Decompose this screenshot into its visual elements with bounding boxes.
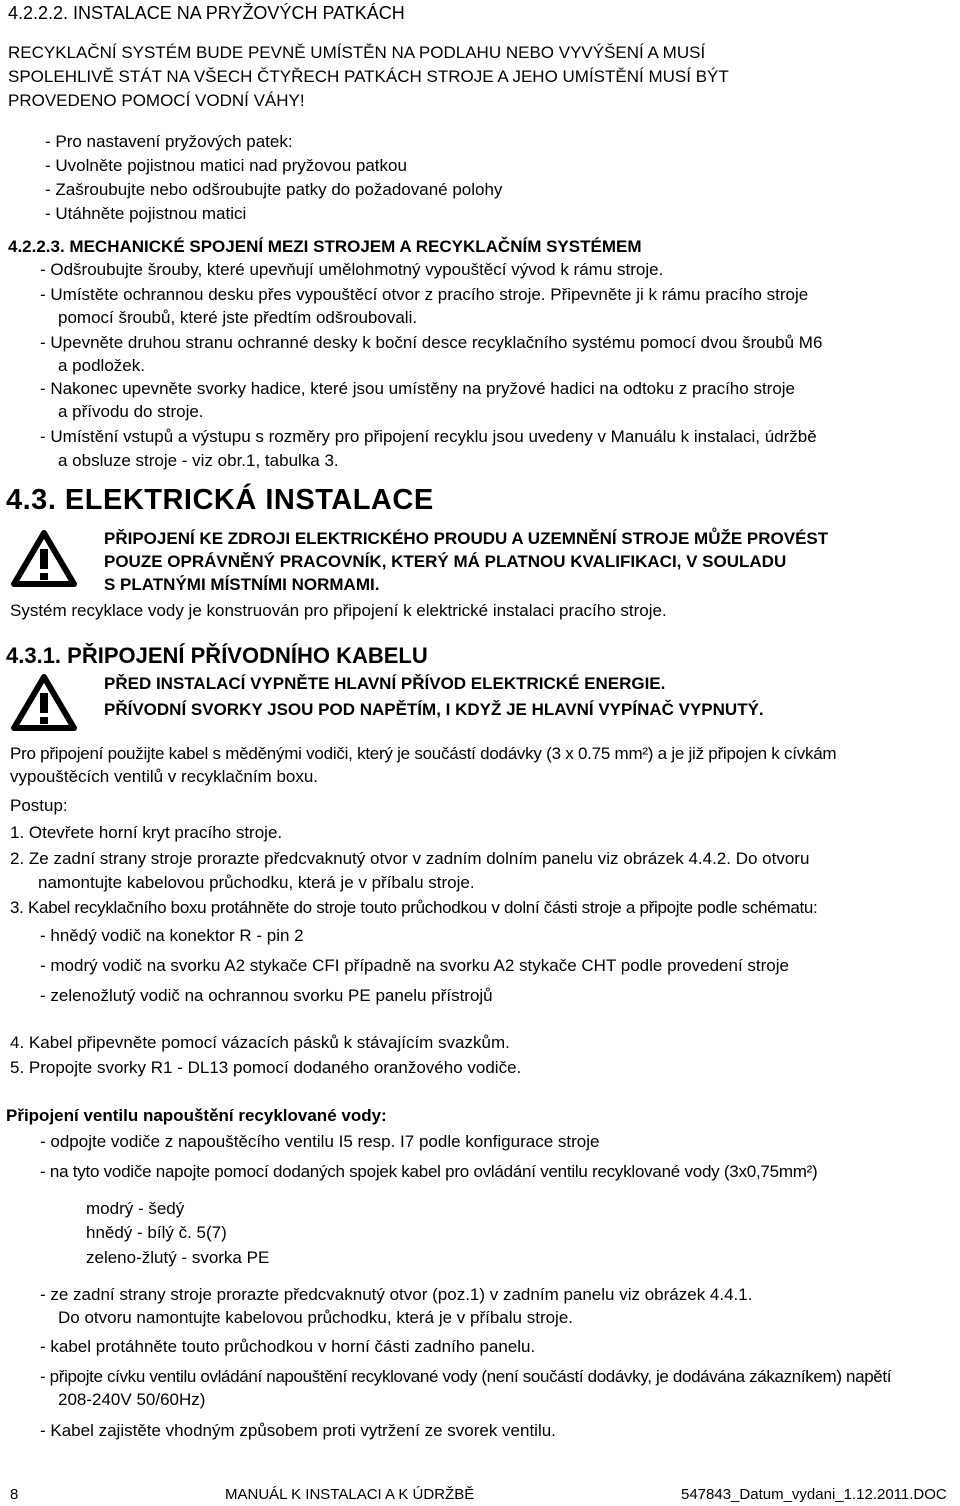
warning-triangle-icon: [10, 529, 78, 587]
list-item: - připojte cívku ventilu ovládání napouštění recyklované vody (není součástí dodávky, je dodávána zákazníkem) napětí: [40, 1367, 892, 1386]
section-heading-4-3: 4.3. ELEKTRICKÁ INSTALACE: [6, 484, 434, 516]
wire-item: - hnědý vodič na konektor R - pin 2: [40, 926, 304, 945]
list-item: - Upevněte druhou stranu ochranné desky k boční desce recyklačního systému pomocí dvou šroubů M6: [40, 333, 823, 352]
list-item-continuation: pomocí šroubů, které jste předtím odšroubovali.: [58, 308, 418, 327]
warning-triangle-icon: [10, 673, 78, 731]
list-item: - Zašroubujte nebo odšroubujte patky do požadované polohy: [45, 180, 503, 199]
footer-title: MANUÁL K INSTALACI A K ÚDRŽBĚ: [225, 1486, 475, 1503]
warning-line: RECYKLAČNÍ SYSTÉM BUDE PEVNĚ UMÍSTĚN NA PODLAHU NEBO VYVÝŠENÍ A MUSÍ: [8, 43, 706, 62]
step-item: 2. Ze zadní strany stroje prorazte předcvaknutý otvor v zadním dolním panelu viz obrázek 4.4.2. Do otvoru: [10, 849, 810, 868]
warning-line: PŘED INSTALACÍ VYPNĚTE HLAVNÍ PŘÍVOD ELEKTRICKÉ ENERGIE.: [104, 674, 666, 693]
list-item: - Utáhněte pojistnou matici: [45, 204, 247, 223]
list-item-continuation: a podložek.: [58, 356, 145, 375]
warning-line: S PLATNÝMI MÍSTNÍMI NORMAMI.: [104, 575, 380, 594]
footer-doc-name: 547843_Datum_vydani_1.12.2011.DOC: [681, 1486, 947, 1503]
warning-line: SPOLEHLIVĚ STÁT NA VŠECH ČTYŘECH PATKÁCH STROJE A JEHO UMÍSTĚNÍ MUSÍ BÝT: [8, 67, 729, 86]
step-item: 4. Kabel připevněte pomocí vázacích pásků k stávajícím svazkům.: [10, 1033, 510, 1052]
warning-line: PROVEDENO POMOCÍ VODNÍ VÁHY!: [8, 91, 305, 110]
list-item: - Odšroubujte šrouby, které upevňují umělohmotný vypouštěcí vývod k rámu stroje.: [40, 260, 664, 279]
wire-item: - modrý vodič na svorku A2 stykače CFI případně na svorku A2 stykače CHT podle provedení stroje: [40, 956, 789, 975]
wire-item: - zelenožlutý vodič na ochrannou svorku PE panelu přístrojů: [40, 986, 493, 1005]
list-item: - odpojte vodiče z napouštěcího ventilu I5 resp. I7 podle konfigurace stroje: [40, 1132, 600, 1151]
paragraph: Systém recyklace vody je konstruován pro připojení k elektrické instalaci pracího stroje.: [10, 601, 667, 620]
list-item: - na tyto vodiče napojte pomocí dodaných spojek kabel pro ovládání ventilu recyklované vody (3x0,75mm²): [40, 1162, 818, 1181]
list-item: - Uvolněte pojistnou matici nad pryžovou patkou: [45, 156, 407, 175]
step-item: 1. Otevřete horní kryt pracího stroje.: [10, 823, 283, 842]
color-pair: zeleno-žlutý - svorka PE: [86, 1248, 270, 1267]
step-item-continuation: namontujte kabelovou průchodku, která je v příbalu stroje.: [38, 873, 475, 892]
list-item-continuation: 208-240V 50/60Hz): [58, 1390, 206, 1409]
section-heading-4-2-2-2: 4.2.2.2. INSTALACE NA PRYŽOVÝCH PATKÁCH: [8, 3, 405, 23]
paragraph: vypouštěcích ventilů v recyklačním boxu.: [10, 767, 319, 786]
color-pair: modrý - šedý: [86, 1199, 185, 1218]
paragraph: Pro připojení použijte kabel s měděnými vodiči, který je součástí dodávky (3 x 0.75 mm²) a je již připojen k cívkám: [10, 744, 837, 763]
step-item: 5. Propojte svorky R1 - DL13 pomocí dodaného oranžového vodiče.: [10, 1058, 522, 1077]
list-item: - Kabel zajistěte vhodným způsobem proti vytržení ze svorek ventilu.: [40, 1421, 556, 1440]
color-pair: hnědý - bílý č. 5(7): [86, 1223, 227, 1242]
valve-heading: Připojení ventilu napouštění recyklované vody:: [6, 1106, 387, 1125]
warning-line: POUZE OPRÁVNĚNÝ PRACOVNÍK, KTERÝ MÁ PLATNOU KVALIFIKACI, V SOULADU: [104, 552, 787, 571]
list-item: - Nakonec upevněte svorky hadice, které jsou umístěny na pryžové hadici na odtoku z pracího stroje: [40, 379, 796, 398]
list-item: - Umístění vstupů a výstupu s rozměry pro připojení recyklu jsou uvedeny v Manuálu k instalaci, údržbě: [40, 427, 817, 446]
list-item-continuation: a přívodu do stroje.: [58, 402, 204, 421]
warning-line: PŘIPOJENÍ KE ZDROJI ELEKTRICKÉHO PROUDU A UZEMNĚNÍ STROJE MŮŽE PROVÉST: [104, 529, 829, 548]
list-item-continuation: a obsluze stroje - viz obr.1, tabulka 3.: [58, 451, 339, 470]
list-item: - kabel protáhněte touto průchodkou v horní části zadního panelu.: [40, 1337, 536, 1356]
section-heading-4-3-1: 4.3.1. PŘIPOJENÍ PŘÍVODNÍHO KABELU: [6, 643, 428, 668]
section-heading-4-2-2-3: 4.2.2.3. MECHANICKÉ SPOJENÍ MEZI STROJEM A RECYKLAČNÍM SYSTÉMEM: [8, 237, 642, 256]
list-item: - ze zadní strany stroje prorazte předcvaknutý otvor (poz.1) v zadním panelu viz obrázek 4.4.1.: [40, 1285, 753, 1304]
warning-line: PŘÍVODNÍ SVORKY JSOU POD NAPĚTÍM, I KDYŽ JE HLAVNÍ VYPÍNAČ VYPNUTÝ.: [104, 700, 764, 719]
page-number: 8: [10, 1486, 19, 1503]
list-item: - Umístěte ochrannou desku přes vypouštěcí otvor z pracího stroje. Připevněte ji k rámu pracího stroje: [40, 285, 809, 304]
step-item: 3. Kabel recyklačního boxu protáhněte do stroje touto průchodkou v dolní části stroje a připojte podle schématu:: [10, 898, 818, 917]
list-item-continuation: Do otvoru namontujte kabelovou průchodku, která je v příbalu stroje.: [58, 1308, 574, 1327]
list-item: - Pro nastavení pryžových patek:: [45, 132, 293, 151]
postup-label: Postup:: [10, 796, 68, 815]
